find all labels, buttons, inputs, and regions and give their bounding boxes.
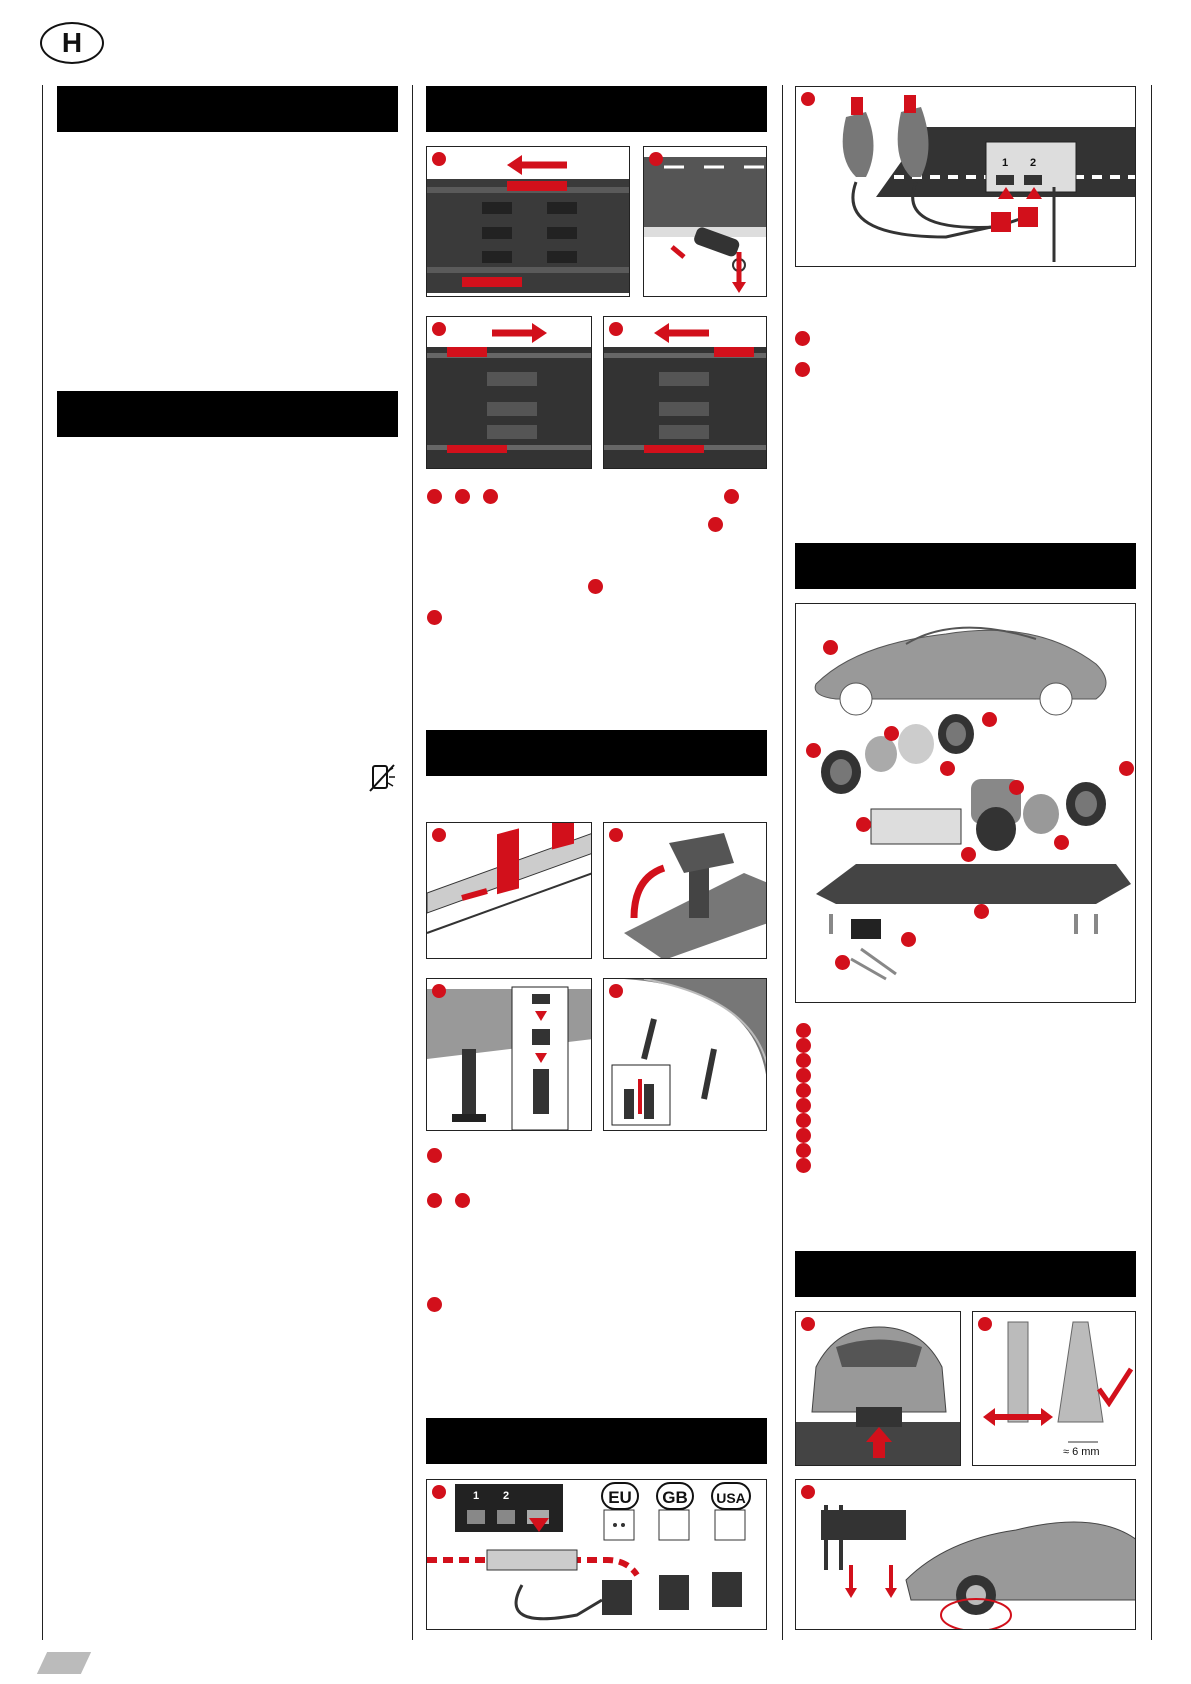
page-number-mark (37, 1652, 91, 1674)
parts-legend (796, 1023, 812, 1173)
port-label-2: 2 (1030, 157, 1037, 169)
illustration-track-clip (643, 146, 767, 297)
step-marker (795, 362, 810, 377)
illustration-car-front-guide (795, 1311, 961, 1466)
legend-marker (796, 1158, 811, 1173)
column-divider (1151, 85, 1152, 1640)
legend-marker (796, 1143, 811, 1158)
step-marker (455, 1193, 470, 1208)
illustration-track-connect-a (426, 146, 630, 297)
part-marker (856, 817, 871, 832)
legend-marker (796, 1053, 811, 1068)
illustration-controllers (795, 86, 1136, 267)
step-marker (427, 489, 442, 504)
step-marker (455, 489, 470, 504)
step-marker (795, 331, 810, 346)
section-header-bar (795, 1251, 1136, 1297)
country-badge: H (40, 22, 104, 64)
illustration-car-on-track (795, 1479, 1136, 1630)
socket-label-gb: GB (656, 1482, 694, 1510)
section-header-bar (426, 730, 767, 776)
step-marker (588, 579, 603, 594)
step-marker (427, 1193, 442, 1208)
section-header-bar (426, 1418, 767, 1464)
legend-marker (796, 1068, 811, 1083)
port-label-1: 1 (1002, 157, 1009, 169)
illustration-braid-adjust (972, 1311, 1136, 1466)
section-header-bar (795, 543, 1136, 589)
check-mark-icon (1097, 1367, 1133, 1407)
part-marker (961, 847, 976, 862)
part-marker (1119, 761, 1134, 776)
step-marker (708, 517, 723, 532)
part-marker (1009, 780, 1024, 795)
part-marker (835, 955, 850, 970)
legend-marker (796, 1038, 811, 1053)
illustration-support-pillar (426, 978, 592, 1131)
step-marker (427, 1297, 442, 1312)
illustration-car-exploded-view (795, 603, 1136, 1003)
part-marker (884, 726, 899, 741)
port-label-2: 2 (503, 1490, 510, 1502)
illustration-track-slide-right (426, 316, 592, 469)
socket-label-eu: EU (601, 1482, 639, 1510)
section-header-bar (57, 391, 398, 437)
step-marker (427, 1148, 442, 1163)
no-mobile-phone-icon (368, 763, 396, 793)
step-marker (724, 489, 739, 504)
braid-measurement: ≈ 6 mm (1063, 1446, 1100, 1458)
illustration-guardrail (426, 822, 592, 959)
legend-marker (796, 1128, 811, 1143)
part-marker (982, 712, 997, 727)
legend-marker (796, 1113, 811, 1128)
column-divider (782, 85, 783, 1640)
step-marker (483, 489, 498, 504)
legend-marker (796, 1023, 811, 1038)
legend-marker (796, 1098, 811, 1113)
column-divider (412, 85, 413, 1640)
legend-marker (796, 1083, 811, 1098)
part-marker (806, 743, 821, 758)
part-marker (901, 932, 916, 947)
illustration-track-slide-left (603, 316, 767, 469)
illustration-support-base (603, 822, 767, 959)
port-label-1: 1 (473, 1490, 480, 1502)
part-marker (823, 640, 838, 655)
column-divider (42, 85, 43, 1640)
section-header-bar (57, 86, 398, 132)
section-header-bar (426, 86, 767, 132)
part-marker (1054, 835, 1069, 850)
illustration-power-supply (426, 1479, 767, 1630)
part-marker (940, 761, 955, 776)
step-marker (427, 610, 442, 625)
socket-label-usa: USA (711, 1482, 751, 1510)
part-marker (974, 904, 989, 919)
illustration-support-curve (603, 978, 767, 1131)
